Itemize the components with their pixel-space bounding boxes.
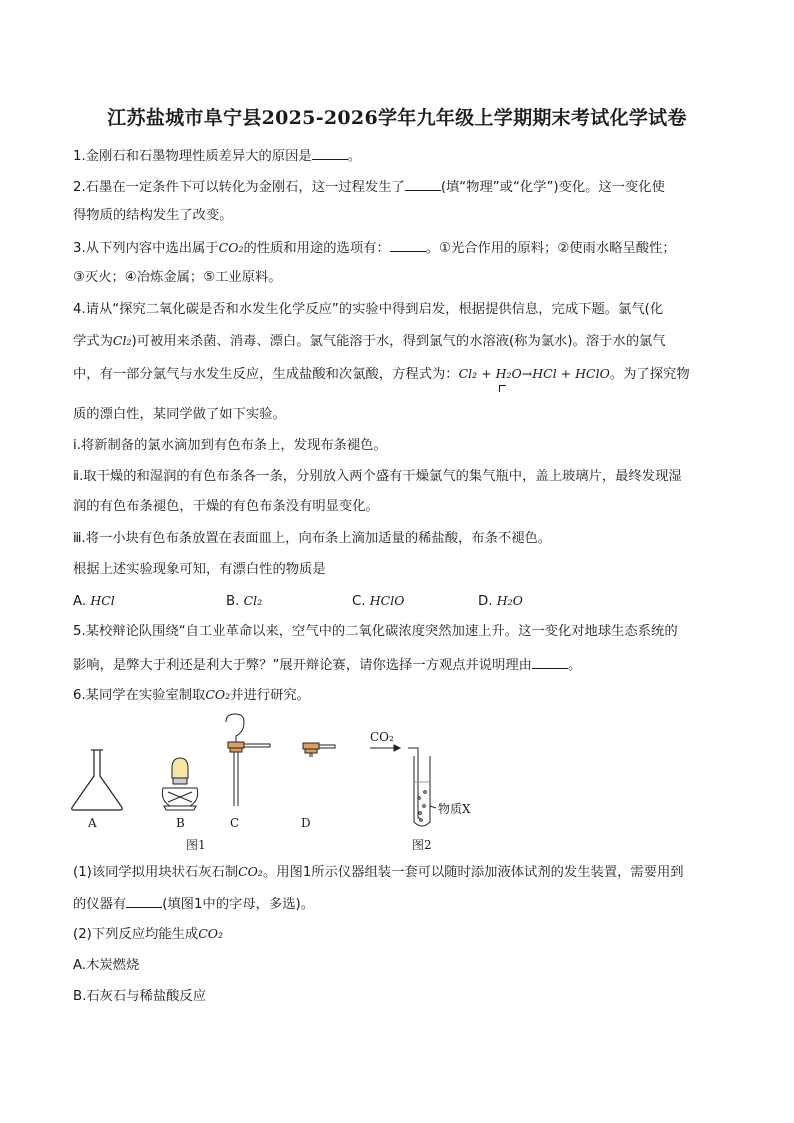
question-4-line-2: [73, 331, 666, 352]
label-c: C: [230, 816, 240, 830]
reaction-equation: Cl₂ + H₂O→HCl + HClO: [459, 364, 610, 384]
page-title: 江苏盐城市阜宁县2025-2026学年九年级上学期期末考试化学试卷: [107, 107, 687, 129]
q6-part-1-line-2: [73, 893, 314, 915]
q4-text-c: 中，有一部分氯气与水发生反应，生成盐酸和次氯酸，方程式为：: [73, 367, 459, 382]
q6-p1-text-c: 的仪器有: [73, 897, 127, 912]
q3-text-a: 3.从下列内容中选出属于: [73, 241, 219, 256]
q3-text-b: 的性质和用途的选项有：: [243, 241, 390, 256]
q5-text-a: 影响，是弊大于利还是利大于弊？”展开辩论赛，请你选择一方观点并说明理由: [73, 658, 532, 673]
answer-blank[interactable]: [405, 176, 441, 191]
experiment-3: ⅲ.将一小块有色布条放置在表面皿上，向布条上滴加适量的稀盐酸，布条不褪色。: [73, 531, 552, 546]
q6-text-b: 并进行研究。: [230, 688, 310, 703]
cl2-formula: Cl₂: [112, 333, 132, 348]
option-d[interactable]: [478, 591, 523, 612]
answer-blank[interactable]: [126, 893, 162, 908]
q3-text-c: 。①光合作用的原料；②使雨水略呈酸性；: [425, 241, 676, 256]
option-b[interactable]: [226, 591, 262, 612]
option-value: HClO: [369, 593, 405, 608]
answer-blank[interactable]: [390, 237, 426, 252]
question-3-line-2: ③灭火；④冶炼金属；⑤工业原料。: [73, 270, 282, 285]
option-a[interactable]: [73, 591, 115, 612]
alcohol-lamp-icon: [162, 758, 197, 810]
co2-formula: CO₂: [238, 864, 263, 879]
question-2-line-1: [73, 176, 665, 198]
q6-p1-text-b: 。用图1所示仪器组装一套可以随时添加液体试剂的发生装置，需要用到: [262, 865, 684, 880]
q4-text-a: 学式为: [73, 334, 113, 349]
q1-text: 1.金刚石和石墨物理性质差异大的原因是: [73, 149, 312, 164]
question-4-ask: 根据上述实验现象可知，有漂白性的物质是: [73, 562, 326, 577]
option-label: B.: [226, 594, 240, 609]
experiment-1: ⅰ.将新制备的氯水滴加到有色布条上，发现布条褪色。: [73, 438, 387, 453]
option-value: Cl₂: [243, 593, 263, 608]
test-tube-icon: [370, 745, 436, 826]
q1-end: 。: [347, 149, 362, 164]
q6-p2-text: (2)下列反应均能生成: [73, 927, 199, 942]
question-5-line-1: 5.某校辩论队围绕“自工业革命以来，空气中的二氧化碳浓度突然加速上升。这一变化对地球生态系统的: [73, 624, 678, 639]
experiment-2-line-1: ⅱ.取干燥的和湿润的有色布条各一条，分别放入两个盛有干燥氯气的集气瓶中，盖上玻璃片，最终发现湿: [73, 469, 682, 484]
option-value: H₂O: [496, 593, 523, 608]
experiment-2-line-2: 润的有色布条褪色，干燥的有色布条没有明显变化。: [73, 499, 379, 514]
apparatus-figure: [60, 710, 520, 860]
separatory-funnel-icon: [226, 714, 270, 806]
co2-label: CO₂: [370, 730, 394, 744]
question-1: [73, 145, 361, 167]
q5-text-b: 。: [567, 658, 582, 673]
q6-option-a[interactable]: A.木炭燃烧: [73, 958, 140, 973]
option-c[interactable]: [352, 591, 404, 612]
answer-blank[interactable]: [532, 654, 568, 669]
co2-formula: CO₂: [198, 926, 224, 941]
label-a: A: [88, 816, 97, 830]
q6-text-a: 6.某同学在实验室制取: [73, 688, 206, 703]
option-label: C.: [352, 594, 366, 609]
q2-text-a: 2.石墨在一定条件下可以转化为金刚石，这一过程发生了: [73, 180, 405, 195]
q6-part-2: [73, 924, 223, 945]
apparatus-drawing: [60, 710, 520, 860]
q6-p1-text-d: (填图1中的字母，多选)。: [162, 897, 314, 912]
label-b: B: [176, 816, 185, 830]
question-5-line-2: [73, 654, 581, 676]
q6-part-1-line-1: [73, 862, 684, 883]
question-6-line-1: [73, 685, 310, 706]
q2-text-b: (填“物理”或“化学”)变化。这一变化使: [440, 180, 665, 195]
stopper-tube-icon: [303, 743, 335, 757]
option-value: HCl: [90, 593, 115, 608]
q4-text-d: 。为了探究物: [609, 367, 690, 382]
substance-x-label: 物质X: [438, 802, 471, 816]
question-4-line-4: 质的漂白性，某同学做了如下实验。: [73, 407, 286, 422]
answer-blank[interactable]: [312, 145, 348, 160]
figure-1-caption: 图1: [186, 838, 206, 852]
co2-formula: CO₂: [218, 240, 244, 255]
question-2-line-2: 得物质的结构发生了改变。: [73, 208, 233, 223]
question-3-line-1: [73, 237, 676, 259]
conical-flask-icon: [72, 750, 123, 810]
figure-2-caption: 图2: [412, 838, 432, 852]
label-d: D: [301, 816, 311, 830]
option-label: A.: [73, 594, 87, 609]
q6-p1-text-a: (1)该同学拟用块状石灰石制: [73, 865, 239, 880]
q6-option-b[interactable]: B.石灰石与稀盐酸反应: [73, 989, 207, 1004]
co2-formula: CO₂: [205, 687, 231, 702]
q4-text-b: )可被用来杀菌、消毒、漂白。氯气能溶于水，得到氯气的水溶液(称为氯水)。溶于水的氯气: [131, 334, 666, 349]
question-4-line-1: 4.请从“探究二氧化碳是否和水发生化学反应”的实验中得到启发，根据提供信息，完成下题。氯气(化: [73, 302, 664, 317]
question-4-line-3: [73, 364, 690, 385]
option-label: D.: [478, 594, 493, 609]
